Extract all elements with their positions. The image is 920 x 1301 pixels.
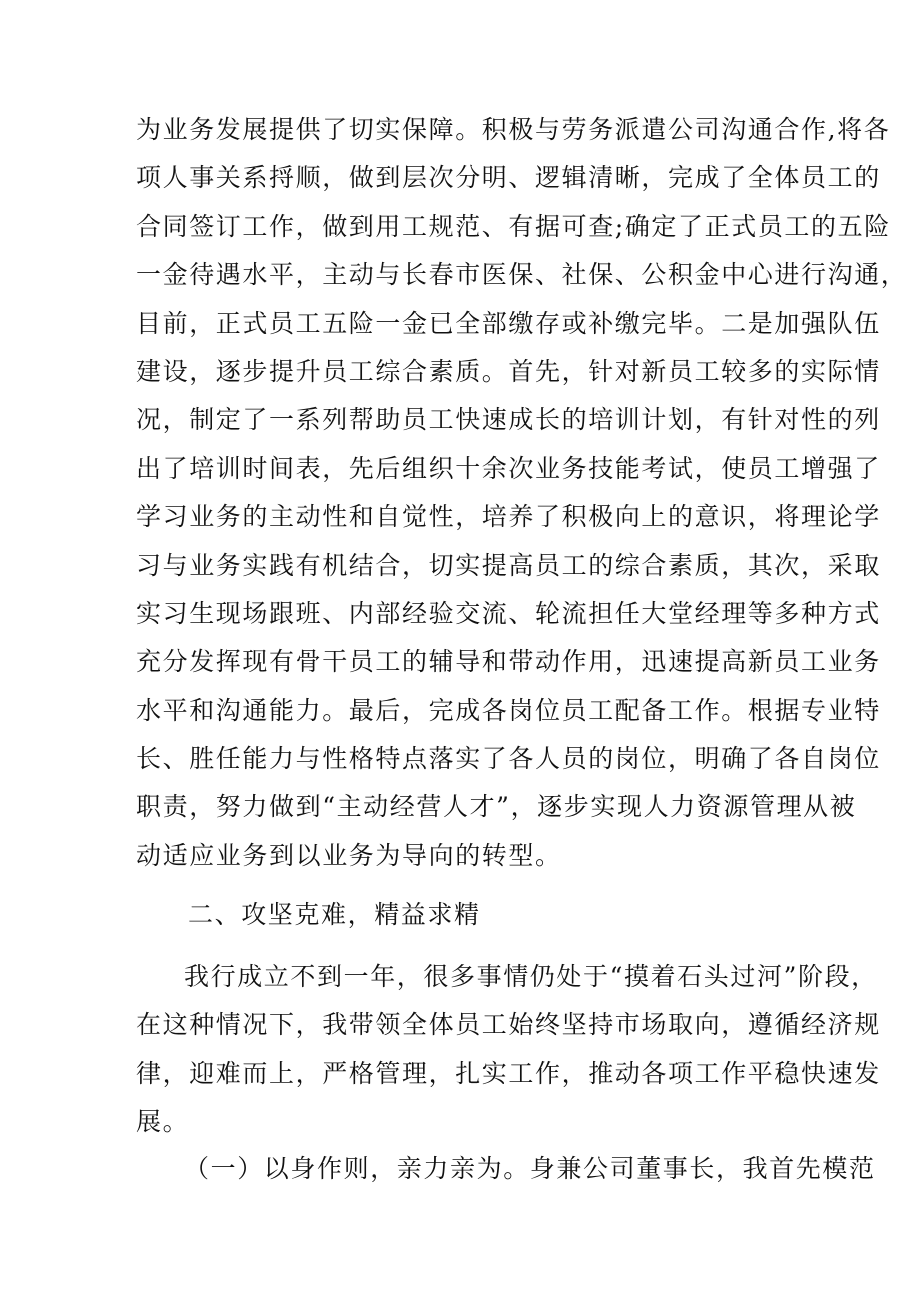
text-line: 长、胜任能力与性格特点落实了各人员的岗位，明确了各自岗位 bbox=[136, 744, 881, 774]
text-line: 动适应业务到以业务为导向的转型。 bbox=[136, 840, 562, 870]
text-line: 目前，正式员工五险一金已全部缴存或补缴完毕。二是加强队伍 bbox=[136, 308, 881, 338]
text-line: 学习业务的主动性和自觉性，培养了积极向上的意识，将理论学 bbox=[136, 502, 881, 532]
text-line: 职责，努力做到“主动经营人才”，逐步实现人力资源管理从被 bbox=[136, 792, 857, 822]
body-paragraph-2 bbox=[136, 953, 881, 1147]
section-heading-text: 二、攻坚克难，精益求精 bbox=[188, 900, 481, 929]
text-line: （一）以身作则，亲力亲为。身兼公司董事长，我首先模范 bbox=[184, 1154, 876, 1183]
text-line: 充分发挥现有骨干员工的辅导和带动作用，迅速提高新员工业务 bbox=[136, 647, 881, 677]
body-paragraph-3 bbox=[136, 1145, 876, 1193]
text-line: 一金待遇水平，主动与长春市医保、社保、公积金中心进行沟通， bbox=[136, 260, 908, 290]
section-heading-2 bbox=[136, 891, 786, 939]
text-line: 为业务发展提供了切实保障。积极与劳务派遣公司沟通合作,将各 bbox=[136, 115, 891, 144]
text-line: 水平和沟通能力。最后，完成各岗位员工配备工作。根据专业特 bbox=[136, 695, 881, 725]
text-line: 建设，逐步提升员工综合素质。首先，针对新员工较多的实际情 bbox=[136, 356, 881, 386]
text-line: 在这种情况下，我带领全体员工始终坚持市场取向，遵循经济规 bbox=[136, 1010, 881, 1040]
text-line: 展。 bbox=[136, 1107, 190, 1137]
text-line: 合同签订工作，做到用工规范、有据可查;确定了正式员工的五险 bbox=[136, 211, 891, 241]
text-line: 实习生现场跟班、内部经验交流、轮流担任大堂经理等多种方式 bbox=[136, 598, 881, 628]
text-line: 习与业务实践有机结合，切实提高员工的综合素质，其次，采取 bbox=[136, 550, 881, 580]
body-paragraph-1 bbox=[136, 106, 908, 880]
text-line: 律，迎难而上，严格管理，扎实工作，推动各项工作平稳快速发 bbox=[136, 1058, 881, 1088]
text-line: 项人事关系捋顺，做到层次分明、逻辑清晰，完成了全体员工的 bbox=[136, 163, 881, 193]
text-line: 况，制定了一系列帮助员工快速成长的培训计划，有针对性的列 bbox=[136, 405, 881, 435]
text-line: 我行成立不到一年，很多事情仍处于“摸着石头过河”阶段， bbox=[184, 962, 878, 991]
text-line: 出了培训时间表，先后组织十余次业务技能考试，使员工增强了 bbox=[136, 453, 881, 483]
